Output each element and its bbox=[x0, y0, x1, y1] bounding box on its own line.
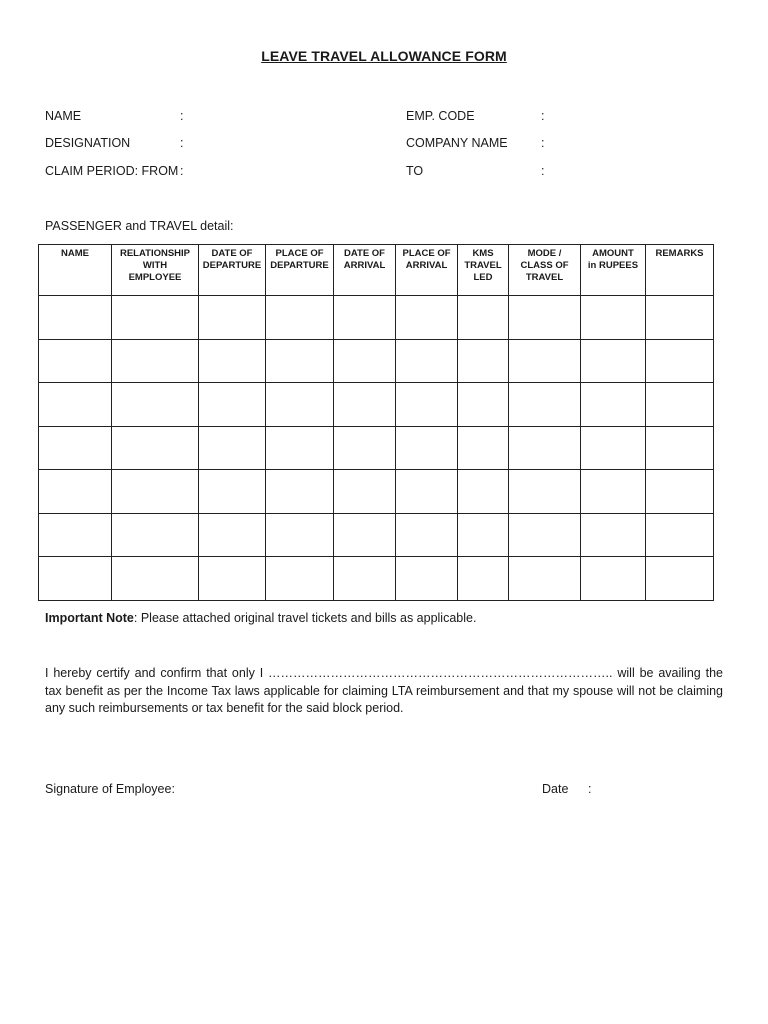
table-cell[interactable] bbox=[266, 557, 334, 601]
emp-code-label: EMP. CODE bbox=[406, 109, 475, 123]
table-cell[interactable] bbox=[39, 470, 112, 514]
travel-table bbox=[38, 244, 714, 601]
table-cell[interactable] bbox=[581, 513, 646, 557]
col-header: RELATIONSHIP WITH EMPLOYEE bbox=[112, 245, 199, 296]
table-cell[interactable] bbox=[266, 339, 334, 383]
col-header: PLACE OF DEPARTURE bbox=[266, 245, 334, 296]
table-cell[interactable] bbox=[199, 383, 266, 427]
table-cell[interactable] bbox=[646, 513, 714, 557]
table-cell[interactable] bbox=[112, 470, 199, 514]
col-header: PLACE OF ARRIVAL bbox=[396, 245, 458, 296]
table-cell[interactable] bbox=[458, 470, 509, 514]
date-colon: : bbox=[588, 782, 592, 796]
table-cell[interactable] bbox=[39, 383, 112, 427]
col-header: NAME bbox=[39, 245, 112, 296]
section-label: PASSENGER and TRAVEL detail: bbox=[45, 219, 234, 233]
table-cell[interactable] bbox=[334, 296, 396, 340]
table-cell[interactable] bbox=[334, 426, 396, 470]
name-label: NAME bbox=[45, 109, 82, 123]
table-cell[interactable] bbox=[199, 296, 266, 340]
table-cell[interactable] bbox=[581, 296, 646, 340]
table-row bbox=[39, 296, 714, 340]
table-cell[interactable] bbox=[39, 296, 112, 340]
table-cell[interactable] bbox=[266, 470, 334, 514]
table-cell[interactable] bbox=[112, 383, 199, 427]
table-cell[interactable] bbox=[581, 426, 646, 470]
table-cell[interactable] bbox=[396, 513, 458, 557]
table-cell[interactable] bbox=[646, 557, 714, 601]
table-cell[interactable] bbox=[334, 383, 396, 427]
table-cell[interactable] bbox=[396, 383, 458, 427]
table-cell[interactable] bbox=[396, 296, 458, 340]
table-cell[interactable] bbox=[581, 339, 646, 383]
table-cell[interactable] bbox=[39, 557, 112, 601]
to-label: TO bbox=[406, 164, 424, 178]
table-cell[interactable] bbox=[396, 470, 458, 514]
table-cell[interactable] bbox=[39, 513, 112, 557]
table-cell[interactable] bbox=[266, 513, 334, 557]
table-cell[interactable] bbox=[458, 383, 509, 427]
table-cell[interactable] bbox=[458, 296, 509, 340]
designation-label: DESIGNATION bbox=[45, 136, 131, 150]
name-colon: : bbox=[180, 109, 184, 123]
table-cell[interactable] bbox=[646, 383, 714, 427]
table-cell[interactable] bbox=[334, 339, 396, 383]
table-cell[interactable] bbox=[646, 296, 714, 340]
table-row bbox=[39, 426, 714, 470]
table-cell[interactable] bbox=[646, 426, 714, 470]
table-header-row bbox=[39, 245, 714, 296]
table-cell[interactable] bbox=[581, 383, 646, 427]
table-cell[interactable] bbox=[334, 470, 396, 514]
table-cell[interactable] bbox=[334, 557, 396, 601]
company-name-colon: : bbox=[541, 136, 545, 150]
table-cell[interactable] bbox=[266, 383, 334, 427]
table-cell[interactable] bbox=[509, 470, 581, 514]
emp-code-colon: : bbox=[541, 109, 545, 123]
table-cell[interactable] bbox=[112, 513, 199, 557]
note-text: : Please attached original travel tickets and bills as applicable. bbox=[133, 611, 477, 625]
table-cell[interactable] bbox=[396, 557, 458, 601]
table-cell[interactable] bbox=[39, 339, 112, 383]
table-cell[interactable] bbox=[509, 513, 581, 557]
table-row bbox=[39, 513, 714, 557]
table-cell[interactable] bbox=[646, 339, 714, 383]
date-label: Date bbox=[542, 782, 569, 796]
table-cell[interactable] bbox=[581, 557, 646, 601]
table-cell[interactable] bbox=[458, 557, 509, 601]
col-header: REMARKS bbox=[646, 245, 714, 296]
company-name-label: COMPANY NAME bbox=[406, 136, 508, 150]
claim-from-label: CLAIM PERIOD: FROM bbox=[45, 164, 179, 178]
col-header: AMOUNT in RUPEES bbox=[581, 245, 646, 296]
table-cell[interactable] bbox=[509, 426, 581, 470]
table-cell[interactable] bbox=[39, 426, 112, 470]
signature-label: Signature of Employee: bbox=[45, 782, 175, 796]
table-cell[interactable] bbox=[112, 557, 199, 601]
table-cell[interactable] bbox=[199, 339, 266, 383]
note-bold: Important Note bbox=[45, 611, 134, 625]
table-cell[interactable] bbox=[199, 470, 266, 514]
table-cell[interactable] bbox=[396, 339, 458, 383]
table-cell[interactable] bbox=[266, 426, 334, 470]
designation-colon: : bbox=[180, 136, 184, 150]
table-cell[interactable] bbox=[458, 513, 509, 557]
table-row bbox=[39, 339, 714, 383]
table-cell[interactable] bbox=[396, 426, 458, 470]
certification-text: I hereby certify and confirm that only I ……………………………………………………………………….. will be availing the tax benefit as per the Income Tax laws applicable for claiming LTA reimbursement and that my spouse will not be claiming any such reimbursements or tax benefit for the said block period. bbox=[45, 666, 723, 715]
col-header: MODE / CLASS OF TRAVEL bbox=[509, 245, 581, 296]
table-cell[interactable] bbox=[458, 339, 509, 383]
table-cell[interactable] bbox=[199, 557, 266, 601]
table-cell[interactable] bbox=[581, 470, 646, 514]
table-cell[interactable] bbox=[266, 296, 334, 340]
table-cell[interactable] bbox=[112, 426, 199, 470]
table-cell[interactable] bbox=[646, 470, 714, 514]
table-cell[interactable] bbox=[458, 426, 509, 470]
table-cell[interactable] bbox=[112, 296, 199, 340]
table-row bbox=[39, 383, 714, 427]
table-cell[interactable] bbox=[112, 339, 199, 383]
table-cell[interactable] bbox=[334, 513, 396, 557]
form-title: LEAVE TRAVEL ALLOWANCE FORM bbox=[261, 48, 507, 64]
table-cell[interactable] bbox=[509, 339, 581, 383]
to-colon: : bbox=[541, 164, 545, 178]
table-cell[interactable] bbox=[509, 557, 581, 601]
table-row bbox=[39, 557, 714, 601]
important-note bbox=[45, 611, 476, 625]
col-header: DATE OF ARRIVAL bbox=[334, 245, 396, 296]
table-cell[interactable] bbox=[509, 296, 581, 340]
table-cell[interactable] bbox=[509, 383, 581, 427]
claim-from-colon: : bbox=[180, 164, 184, 178]
col-header: DATE OF DEPARTURE bbox=[199, 245, 266, 296]
table-row bbox=[39, 470, 714, 514]
col-header: KMS TRAVEL LED bbox=[458, 245, 509, 296]
table-cell[interactable] bbox=[199, 426, 266, 470]
table-cell[interactable] bbox=[199, 513, 266, 557]
